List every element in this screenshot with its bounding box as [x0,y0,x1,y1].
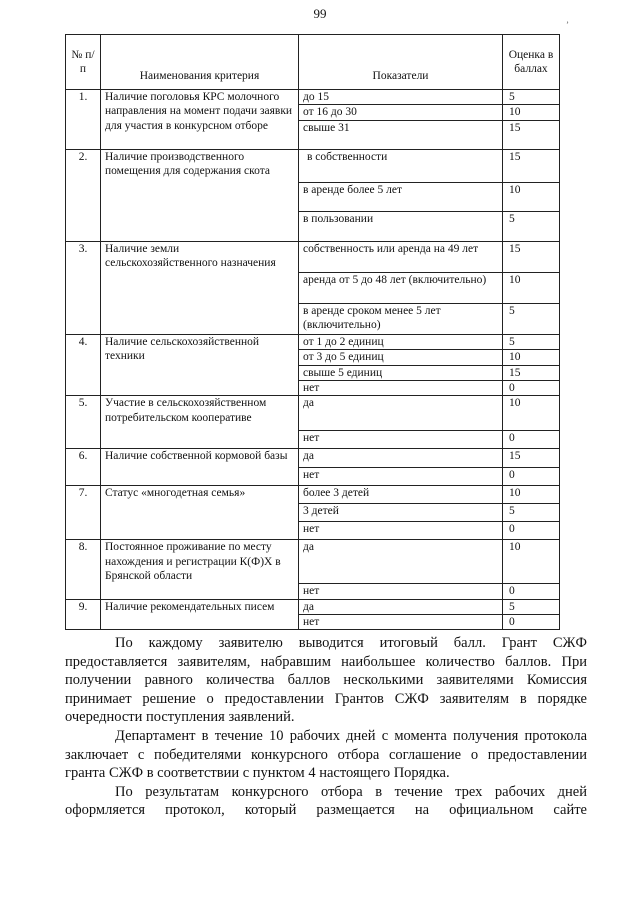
row-number: 4. [66,334,101,396]
score-cell: 15 [503,149,560,182]
table-row [66,149,560,182]
paragraph: Департамент в течение 10 рабочих дней с момента получения протокола заключает с победителями конкурсного отбора соглашение о предоставлении гранта СЖФ в соответствии с пунктом 4 настоящего Порядка. [65,727,587,782]
score-cell: 10 [503,182,560,211]
criteria-table [65,34,560,630]
criterion-cell: Участие в сельскохозяйственном потребительском кооперативе [101,396,299,449]
score-cell: 15 [503,449,560,468]
indicator-cell: нет [299,431,503,449]
score-cell: 10 [503,105,560,120]
header-score: Оценка в баллах [503,35,560,90]
indicator-cell: да [299,599,503,614]
indicator-cell: нет [299,468,503,486]
header-indicator-label: Показатели [372,69,429,82]
indicator-cell: нет [299,615,503,630]
header-indicator [299,35,503,90]
table-row [66,241,560,272]
indicator-cell: в собственности [299,149,503,182]
indicator-cell: в пользовании [299,211,503,241]
score-cell: 10 [503,272,560,303]
criterion-cell: Статус «многодетная семья» [101,486,299,540]
table-row [66,334,560,349]
indicator-cell: от 1 до 2 единиц [299,334,503,349]
score-cell: 0 [503,468,560,486]
score-cell: 5 [503,303,560,334]
scan-mark: ʼ [566,20,569,30]
score-cell: 0 [503,380,560,395]
indicator-cell: нет [299,584,503,599]
row-number: 1. [66,90,101,150]
criterion-cell: Наличие земли сельскохозяйственного назначения [101,241,299,334]
score-cell: 15 [503,120,560,149]
score-cell: 0 [503,584,560,599]
score-cell: 0 [503,431,560,449]
score-cell: 15 [503,241,560,272]
score-cell: 10 [503,486,560,504]
score-cell: 5 [503,334,560,349]
header-num: № п/п [66,35,101,90]
indicator-cell: аренда от 5 до 48 лет (включительно) [299,272,503,303]
row-number: 5. [66,396,101,449]
header-criterion-label: Наименования критерия [139,69,260,82]
criterion-cell: Наличие производственного помещения для содержания скота [101,149,299,241]
score-cell: 10 [503,540,560,584]
indicator-cell: от 16 до 30 [299,105,503,120]
page-number: 99 [313,6,327,21]
table-row [66,90,560,105]
criterion-cell: Наличие собственной кормовой базы [101,449,299,486]
indicator-cell: 3 детей [299,504,503,522]
score-cell: 5 [503,504,560,522]
table-row [66,449,560,468]
score-cell: 0 [503,522,560,540]
body-text [65,634,587,820]
indicator-cell: в аренде сроком менее 5 лет (включительно) [299,303,503,334]
table-row [66,396,560,431]
row-number: 7. [66,486,101,540]
table-row [66,599,560,614]
indicator-cell: собственность или аренда на 49 лет [299,241,503,272]
indicator-cell: от 3 до 5 единиц [299,350,503,365]
indicator-cell: в аренде более 5 лет [299,182,503,211]
indicator-cell: свыше 5 единиц [299,365,503,380]
score-cell: 10 [503,350,560,365]
table-header-row [66,35,560,90]
score-cell: 5 [503,599,560,614]
criterion-cell: Наличие сельскохозяйственной техники [101,334,299,396]
row-number: 9. [66,599,101,630]
row-number: 3. [66,241,101,334]
indicator-cell: да [299,540,503,584]
criterion-cell: Постоянное проживание по месту нахождения и регистрации К(Ф)Х в Брянской области [101,540,299,599]
indicator-cell: нет [299,522,503,540]
row-number: 6. [66,449,101,486]
row-number: 8. [66,540,101,599]
score-cell: 5 [503,90,560,105]
table-row [66,540,560,584]
criterion-cell: Наличие поголовья КРС молочного направления на момент подачи заявки для участия в конкурсном отборе [101,90,299,150]
indicator-cell: да [299,449,503,468]
score-cell: 15 [503,365,560,380]
row-number: 2. [66,149,101,241]
header-criterion [101,35,299,90]
indicator-cell: нет [299,380,503,395]
criterion-cell: Наличие рекомендательных писем [101,599,299,630]
paragraph: По результатам конкурсного отбора в течение трех рабочих дней оформляется протокол, который размещается на официальном сайте [65,783,587,819]
indicator-cell: да [299,396,503,431]
score-cell: 5 [503,211,560,241]
indicator-cell: свыше 31 [299,120,503,149]
indicator-cell: до 15 [299,90,503,105]
score-cell: 10 [503,396,560,431]
paragraph: По каждому заявителю выводится итоговый балл. Грант СЖФ предоставляется заявителям, набравшим наибольшее количество баллов. При получении равного количества баллов несколькими заявителями Комиссия принимает решение о предоставлении Грантов СЖФ заявителям в порядке очередности поступления заявлений. [65,635,587,726]
table-row [66,486,560,504]
score-cell: 0 [503,615,560,630]
indicator-cell: более 3 детей [299,486,503,504]
